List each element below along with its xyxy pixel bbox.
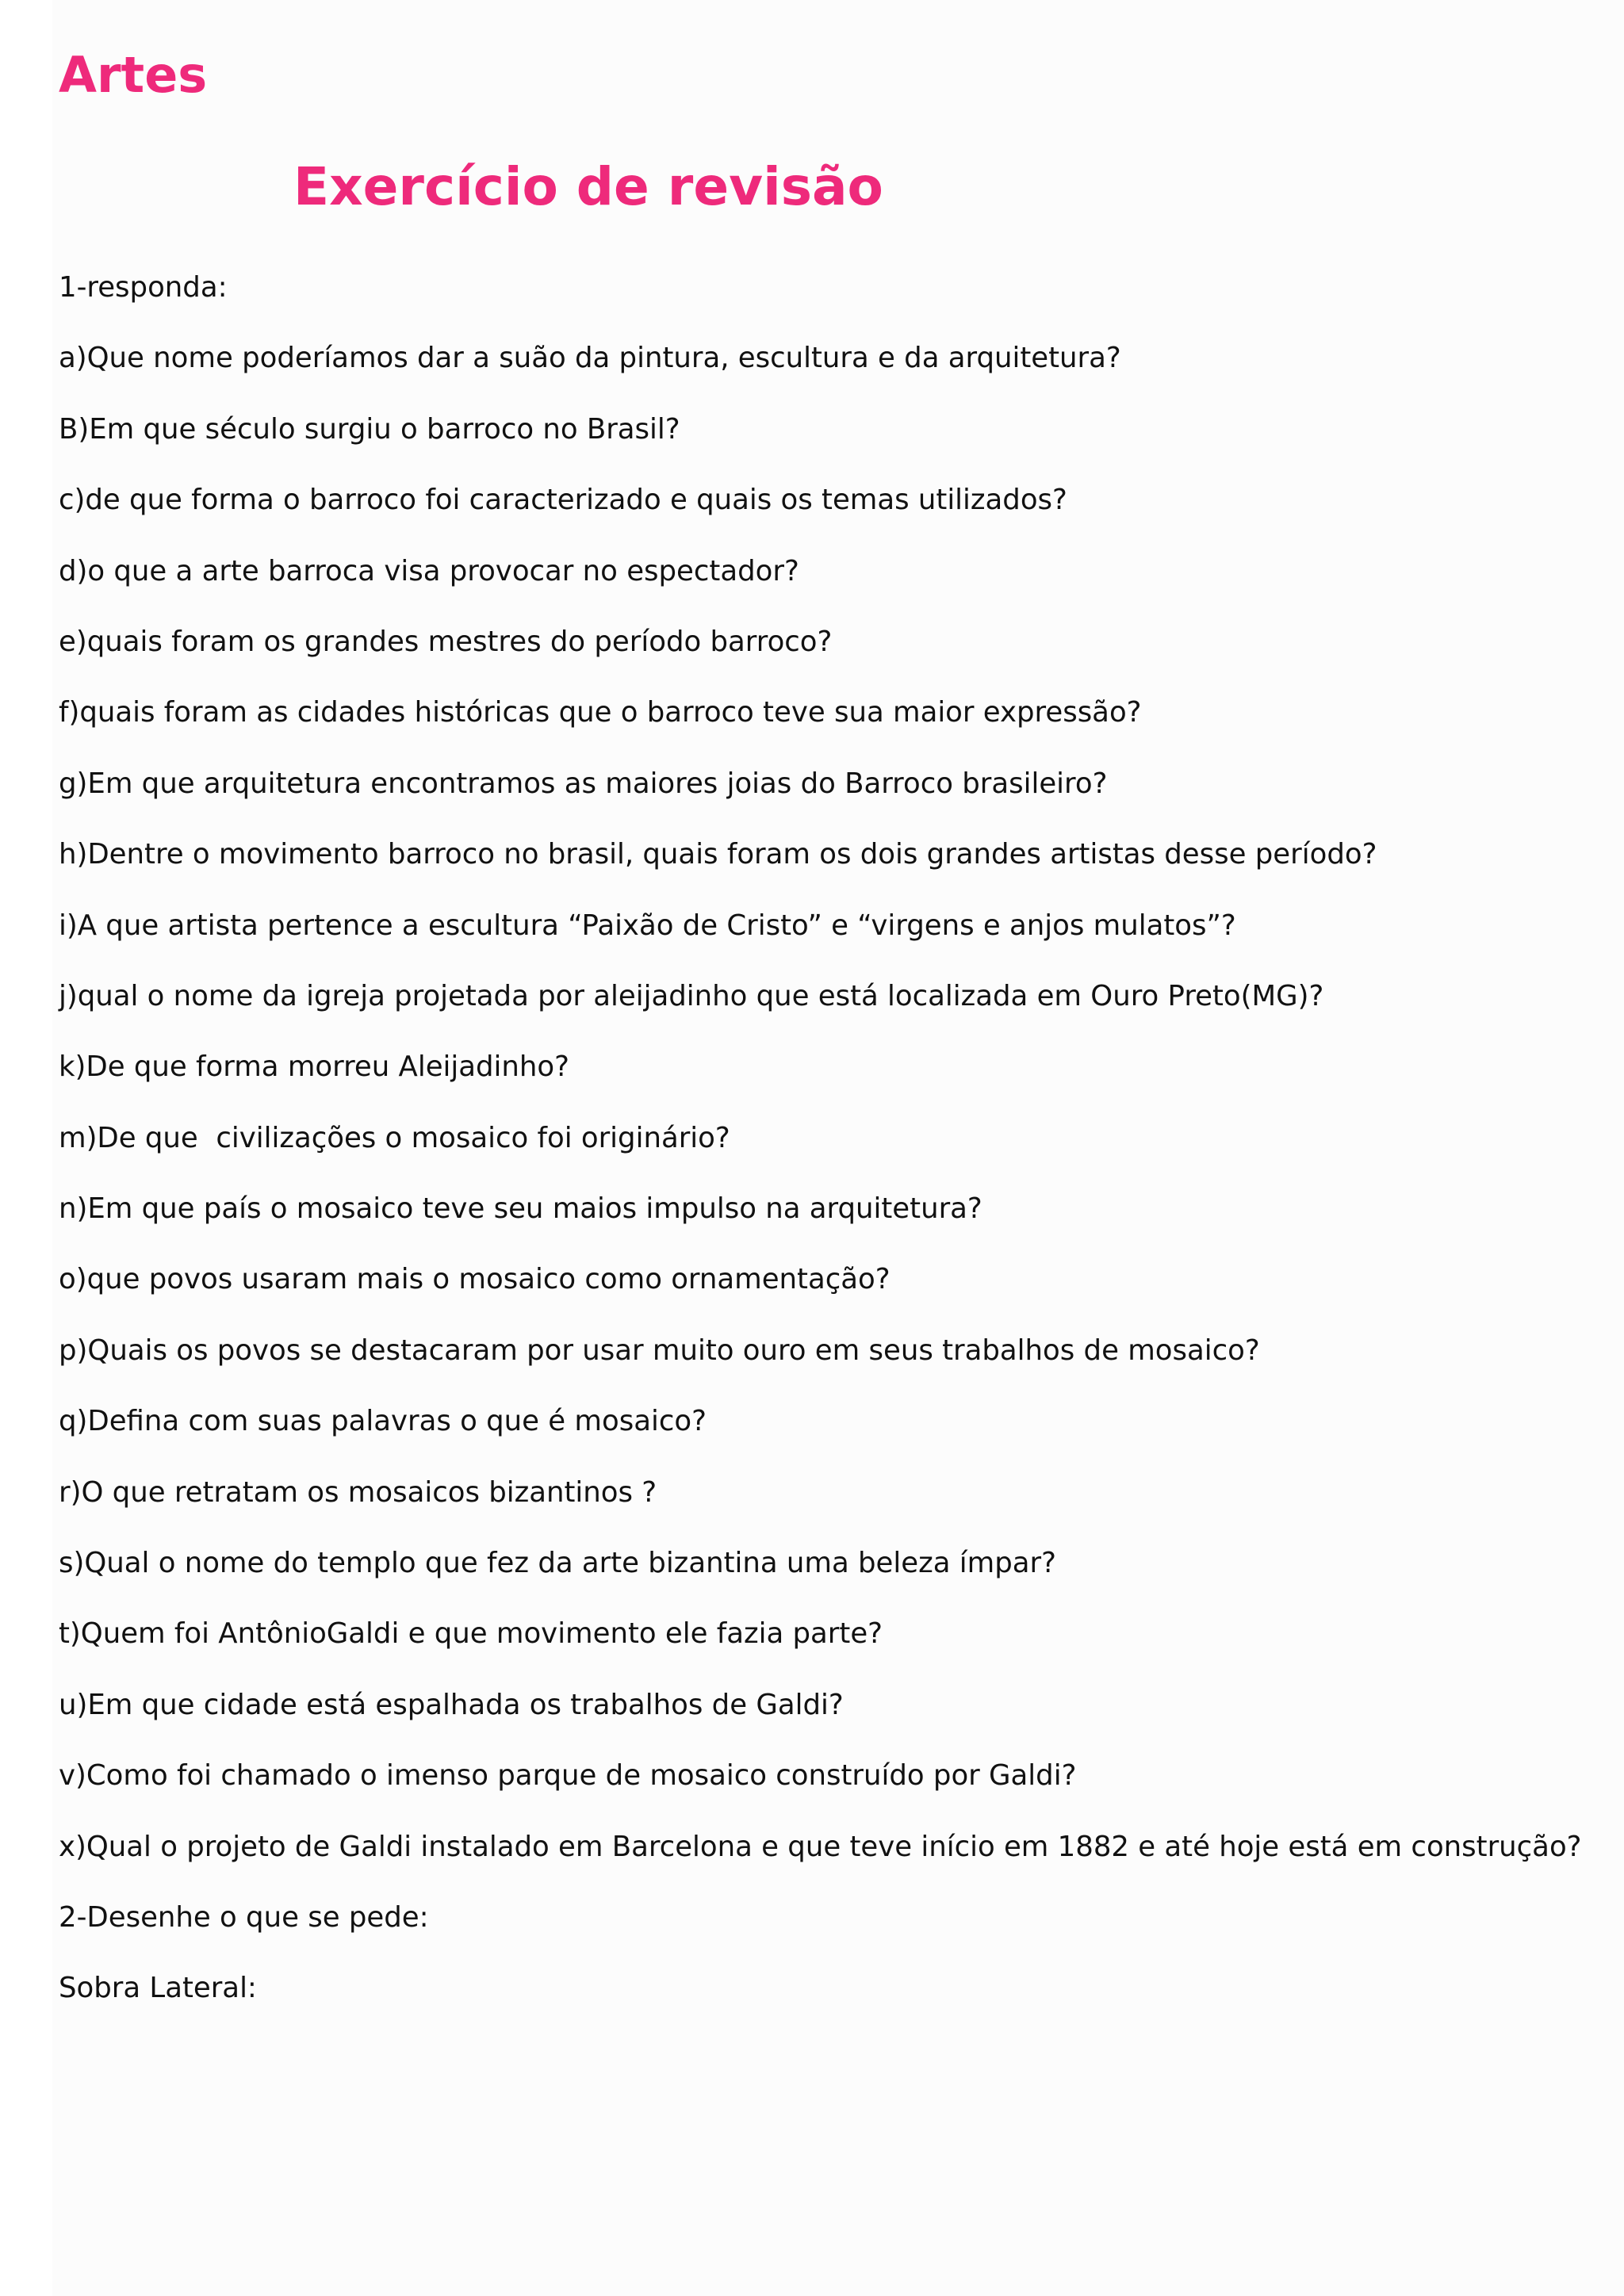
- question-d: d)o que a arte barroca visa provocar no espectador?: [59, 554, 799, 587]
- question-i: i)A que artista pertence a escultura “Paixão de Cristo” e “virgens e anjos mulatos”?: [59, 909, 1236, 942]
- question-n: n)Em que país o mosaico teve seu maios impulso na arquitetura?: [59, 1192, 982, 1226]
- question-s: s)Qual o nome do templo que fez da arte bizantina uma beleza ímpar?: [59, 1547, 1056, 1580]
- section-2-heading: 2-Desenhe o que se pede:: [59, 1900, 429, 1934]
- question-j: j)qual o nome da igreja projetada por aleijadinho que está localizada em Ouro Preto(MG)?: [59, 979, 1324, 1012]
- question-o: o)que povos usaram mais o mosaico como ornamentação?: [59, 1263, 891, 1296]
- question-u: u)Em que cidade está espalhada os trabalhos de Galdi?: [59, 1688, 844, 1721]
- question-r: r)O que retratam os mosaicos bizantinos ?: [59, 1475, 657, 1509]
- drawing-prompt: Sobra Lateral:: [59, 1972, 257, 2005]
- subject-heading: Artes: [59, 46, 208, 104]
- question-h: h)Dentre o movimento barroco no brasil, quais foram os dois grandes artistas desse período?: [59, 838, 1377, 871]
- question-m: m)De que civilizações o mosaico foi originário?: [59, 1121, 730, 1154]
- question-q: q)Defina com suas palavras o que é mosaico?: [59, 1405, 707, 1438]
- question-p: p)Quais os povos se destacaram por usar muito ouro em seus trabalhos de mosaico?: [59, 1334, 1260, 1367]
- question-v: v)Como foi chamado o imenso parque de mosaico construído por Galdi?: [59, 1759, 1077, 1793]
- question-x: x)Qual o projeto de Galdi instalado em Barcelona e que teve início em 1882 e até hoje está em construção?: [59, 1830, 1582, 1863]
- worksheet-title: Exercício de revisão: [293, 156, 883, 217]
- question-a: a)Que nome poderíamos dar a suão da pintura, escultura e da arquitetura?: [59, 342, 1121, 375]
- question-b: B)Em que século surgiu o barroco no Brasil?: [59, 412, 680, 446]
- question-t: t)Quem foi AntônioGaldi e que movimento ele fazia parte?: [59, 1617, 883, 1651]
- section-1-heading: 1-responda:: [59, 271, 228, 304]
- question-c: c)de que forma o barroco foi caracterizado e quais os temas utilizados?: [59, 484, 1067, 517]
- question-e: e)quais foram os grandes mestres do período barroco?: [59, 625, 833, 658]
- question-k: k)De que forma morreu Aleijadinho?: [59, 1050, 569, 1084]
- question-f: f)quais foram as cidades históricas que o barroco teve sua maior expressão?: [59, 696, 1142, 729]
- question-list: [59, 268, 1597, 2040]
- question-g: g)Em que arquitetura encontramos as maiores joias do Barroco brasileiro?: [59, 767, 1108, 800]
